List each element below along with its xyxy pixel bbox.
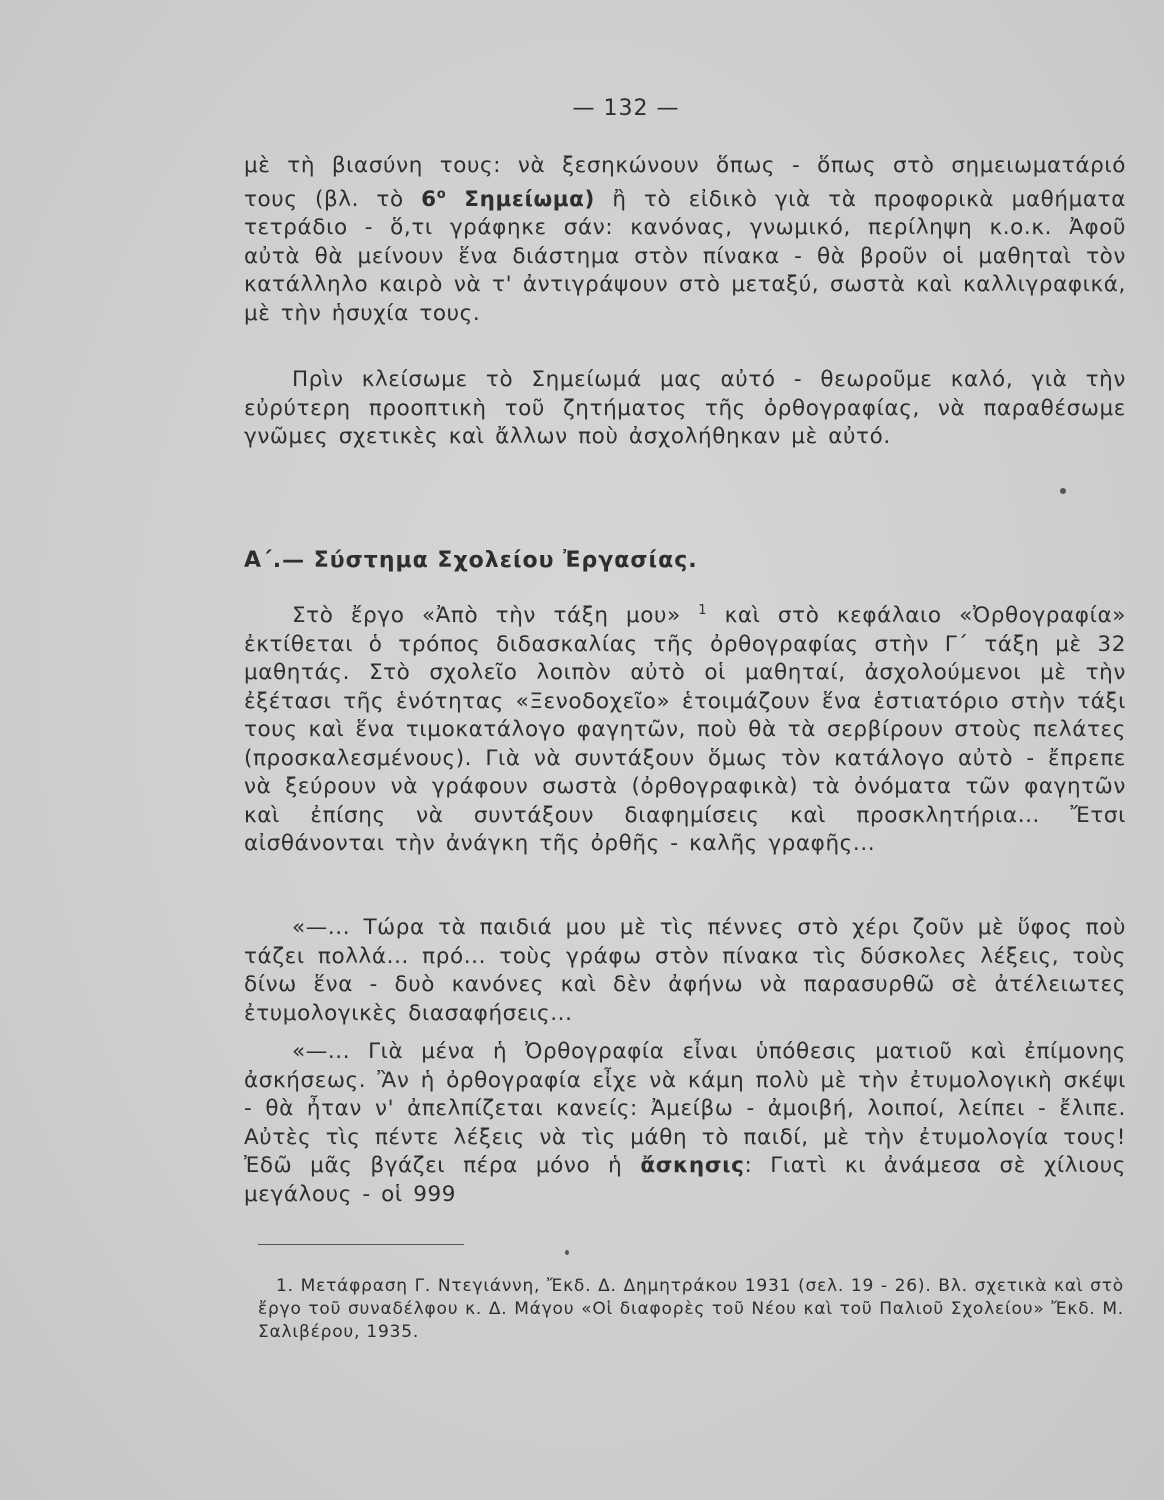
note-ordinal: ο [436,186,447,202]
paragraph-1-text-end: ἢ τὸ εἰδικὸ γιὰ τὰ προφορικὰ μαθήματα τετράδιο - ὅ,τι γράφηκε σάν: κανόνας, γνωμικό, περίληψη κ.ο.κ. Ἀφοῦ αὐτὰ θὰ μείνουν ἕνα διάστημα στὸν πίνακα - θὰ βροῦν οἱ μαθηταὶ τὸν κατάλληλο καιρὸ νὰ τ' ἀντιγράψουν στὸ μεταξύ, σωστὰ καὶ καλλιγραφικά, μὲ τὴν ἡσυχία τους. [244,186,1126,326]
paragraph-1-text-start: μὲ τὴ βιασύνη τους: νὰ ξεσηκώνουν ὅπως - ὅπως στὸ σημειωματάριό τους (βλ. τὸ [244,153,1126,212]
paragraph-2: Πρὶν κλείσωμε τὸ Σημείωμά μας αὐτό - θεωροῦμε καλό, γιὰ τὴν εὐρύτερη προοπτικὴ τοῦ ζητήματος τῆς ὀρθογραφίας, νὰ παραθέσωμε γνῶμες σχετικὲς καὶ ἄλλων ποὺ ἀσχολήθηκαν μὲ αὐτό. [244,367,1126,449]
paragraph-3 [244,597,1126,859]
print-speck [1060,488,1066,494]
paragraph-4-quote: «—... Τώρα τὰ παιδιά μου μὲ τὶς πέννες στὸ χέρι ζοῦν μὲ ὕφος ποὺ τάζει πολλά... πρό... τοὺς γράφω στὸν πίνακα τὶς δύσκολες λέξεις, τοὺς δίνω ἕνα - δυὸ κανόνες καὶ δὲν ἀφήνω νὰ παρασυρθῶ σὲ ἀτέλειωτες ἐτυμολογικὲς διασαφήσεις... [244,915,1126,1026]
print-speck [565,1250,569,1255]
paragraph-1 [244,152,1126,328]
note-number: 6 [421,186,437,212]
paragraph-5-quote [244,1038,1126,1209]
footnote-divider [258,1244,464,1245]
paragraph-5-text-start: «—... Γιὰ μένα ἡ Ὀρθογραφία εἶναι ὑπόθεσις ματιοῦ καὶ ἐπίμονης ἀσκήσεως. Ἂν ἡ ὀρθογραφία εἶχε νὰ κάμη πολὺ μὲ τὴν ἐτυμολογικὴ σκέψι - θὰ ἦταν ν' ἀπελπίζεται κανείς: Ἀμείβω - ἀμοιβή, λοιποί, λείπει - ἔλιπε. Αὐτὲς τὶς πέντε λέξεις νὰ τὶς μάθη τὸ παιδί, μὲ τὴν ἐτυμολογία τους! Ἐδῶ μᾶς βγάζει πέρα μόνο ἡ [244,1039,1126,1178]
emphasis-word: ἄσκησις [640,1153,745,1178]
paragraph-3-text-end: καὶ στὸ κεφάλαιο «Ὀρθογραφία» ἐκτίθεται ὁ τρόπος διδασκαλίας τῆς ὀρθογραφίας στὴν Γ΄ τάξη μὲ 32 μαθητάς. Στὸ σχολεῖο λοιπὸν αὐτὸ οἱ μαθηταί, ἀσχολούμενοι μὲ τὴν ἐξέτασι τῆς ἑνότητας «Ξενοδοχεῖο» ἑτοιμάζουν ἕνα ἑστιατόριο στὴν τάξι τους καὶ ἕνα τιμοκατάλογο φαγητῶν, ποὺ θὰ τὰ σερβίρουν στοὺς πελάτες (προσκαλεσμένους). Γιὰ νὰ συντάξουν ὅμως τὸν κατάλογο αὐτὸ - ἔπρεπε νὰ ξεύρουν νὰ γράφουν σωστὰ (ὀρθογραφικὰ) τὰ ὀνόματα τῶν φαγητῶν καὶ ἐπίσης νὰ συντάξουν διαφημίσεις καὶ προσκλητήρια... Ἔτσι αἰσθάνονται τὴν ἀνάγκη τῆς ὀρθῆς - καλῆς γραφῆς... [244,603,1126,857]
footnote-reference: 1 [698,603,708,618]
page-number: — 132 — [572,96,680,121]
note-title: Σημείωμα) [464,186,595,212]
footnote: 1. Μετάφραση Γ. Ντεγιάννη, Ἔκδ. Δ. Δημητράκου 1931 (σελ. 19 - 26). Βλ. σχετικὰ καὶ στὸ ἔργο τοῦ συναδέλφου κ. Δ. Μάγου «Οἱ διαφορὲς τοῦ Νέου καὶ τοῦ Παλιοῦ Σχολείου» Ἔκδ. Μ. Σαλιβέρου, 1935. [258,1276,1124,1342]
section-heading: Α΄.— Σύστημα Σχολείου Ἐργασίας. [244,548,698,573]
note-reference [421,187,595,212]
paragraph-5-text-end: : Γιατὶ κι ἀνάμεσα σὲ χίλιους μεγάλους - οἱ 999 [244,1153,1126,1207]
paragraph-3-text-start: Στὸ ἔργο «Ἀπὸ τὴν τάξη μου» [292,603,699,629]
